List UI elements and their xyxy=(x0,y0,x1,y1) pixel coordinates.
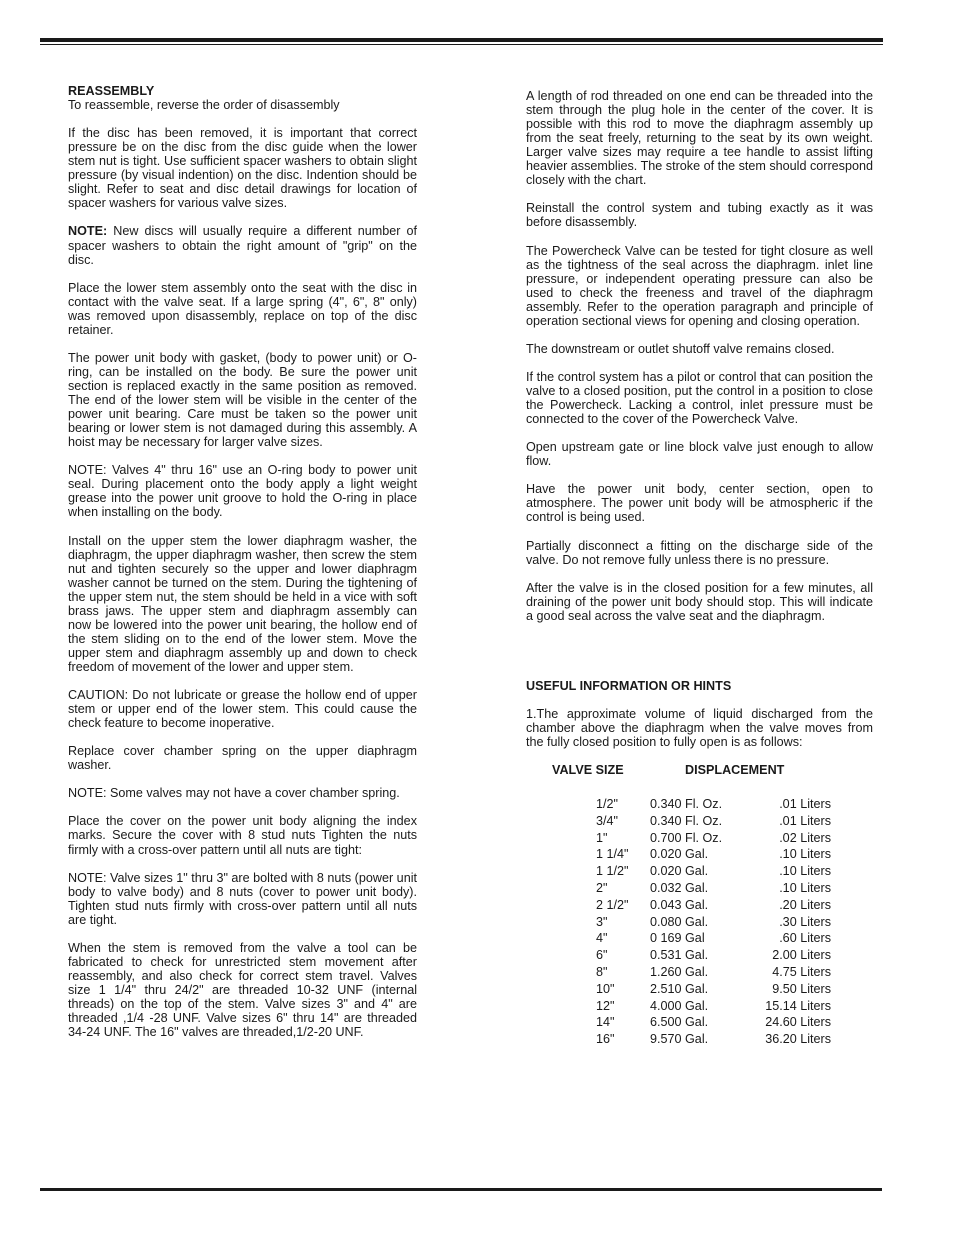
note-label: NOTE: xyxy=(68,224,108,239)
paragraph-rod: A length of rod threaded on one end can be threaded into the stem through the plug hole in the center of the cover. It is possible with this rod to move the diaphragm assembly up from the seat freely, returning to the seat by its own weight. Larger valve sizes may require a tee handle to assist lifting heavier assemblies. The stroke of the stem should correspond closely with the chart. xyxy=(526,89,873,188)
paragraph-cover: Place the cover on the power unit body aligning the index marks. Secure the cover with 8 stud nuts Tighten the nuts firmly with a cross-over pattern until all nuts are tight: xyxy=(68,814,417,857)
volume-cell: 0.080 Gal. xyxy=(650,914,709,929)
table-row xyxy=(596,1031,831,1048)
liters-cell: .01 Liters xyxy=(779,796,831,811)
paragraph-disc: If the disc has been removed, it is important that correct pressure be on the disc from the disc guide when the lower stem nut is tight. Use sufficient spacer washers to obtain slight pressure (by visual indention) on the disc. Indention should be slight. Refer to seat and disc detail drawings for location of spacer washers for various valve sizes. xyxy=(68,126,417,211)
section-gap xyxy=(526,623,873,679)
bottom-rule xyxy=(40,1188,882,1191)
volume-cell: 9.570 Gal. xyxy=(650,1032,709,1047)
paragraph-note-discs xyxy=(68,224,417,266)
volume-cell: 0.531 Gal. xyxy=(650,948,709,963)
table-row xyxy=(596,796,831,813)
liters-cell: .10 Liters xyxy=(779,847,831,862)
liters-cell: .20 Liters xyxy=(779,897,831,912)
table-row xyxy=(596,880,831,897)
table-row xyxy=(596,981,831,998)
table-row xyxy=(596,930,831,947)
table-row xyxy=(596,964,831,981)
paragraph-disconnect: Partially disconnect a fitting on the discharge side of the valve. Do not remove fully unless there is no pressure. xyxy=(526,538,873,567)
paragraph-lower-stem: Place the lower stem assembly onto the seat with the disc in contact with the valve seat. If a large spring (4", 6", 8" only) was removed upon disassembly, replace on top of the disc retainer. xyxy=(68,280,417,337)
volume-cell: 0.340 Fl. Oz. xyxy=(650,796,723,811)
table-row xyxy=(596,813,831,830)
liters-cell: .10 Liters xyxy=(779,864,831,879)
right-column xyxy=(526,89,873,1048)
volume-cell: 0.340 Fl. Oz. xyxy=(650,813,723,828)
valve-size-cell: 2" xyxy=(596,880,608,895)
liters-cell: .60 Liters xyxy=(779,931,831,946)
paragraph-tool: When the stem is removed from the valve a tool can be fabricated to check for unrestricted stem movement after reassembly, and also check for correct stem travel. Valves size 1 1/4" thru 24/2" are threaded 10-32 UNF (internal threads) on the top of the stem. Valve sizes 3" and 4" are threaded ,1/4 -28 UNF. Valve sizes 6" thru 14" are threaded 34-24 UNF. The 16" valves are threaded,1/2-20 UNF. xyxy=(68,940,417,1040)
volume-cell: 0.700 Fl. Oz. xyxy=(650,830,723,845)
volume-cell: 6.500 Gal. xyxy=(650,1015,709,1030)
valve-size-cell: 12" xyxy=(596,998,615,1013)
liters-cell: 24.60 Liters xyxy=(765,1015,831,1030)
paragraph-note-spring: NOTE: Some valves may not have a cover chamber spring. xyxy=(68,786,400,801)
hints-heading: USEFUL INFORMATION OR HINTS xyxy=(526,678,732,693)
table-row xyxy=(596,998,831,1015)
volume-cell: 4.000 Gal. xyxy=(650,998,709,1013)
valve-size-cell: 1" xyxy=(596,830,608,845)
table-row xyxy=(596,1014,831,1031)
valve-size-cell: 16" xyxy=(596,1032,615,1047)
paragraph-replace-spring: Replace cover chamber spring on the upper diaphragm washer. xyxy=(68,744,417,773)
volume-cell: 0.032 Gal. xyxy=(650,880,709,895)
valve-size-cell: 10" xyxy=(596,981,615,996)
table-row xyxy=(596,897,831,914)
table-row xyxy=(596,947,831,964)
liters-cell: 15.14 Liters xyxy=(765,998,831,1013)
table-row xyxy=(596,846,831,863)
paragraph-note-sizes: NOTE: Valve sizes 1" thru 3" are bolted with 8 nuts (power unit body to valve body) and 8 nuts (cover to power unit body). Tighten stud nuts firmly with cross-over pattern until all nuts are tight. xyxy=(68,870,417,927)
valve-size-cell: 2 1/2" xyxy=(596,897,629,912)
left-column xyxy=(68,84,417,1039)
displacement-table-header xyxy=(526,763,873,777)
volume-cell: 2.510 Gal. xyxy=(650,981,709,996)
volume-cell: 0.020 Gal. xyxy=(650,864,709,879)
valve-size-cell: 3/4" xyxy=(596,813,618,828)
volume-cell: 1.260 Gal. xyxy=(650,964,709,979)
displacement-header: DISPLACEMENT xyxy=(685,762,785,777)
liters-cell: 9.50 Liters xyxy=(772,981,831,996)
valve-size-cell: 14" xyxy=(596,1015,615,1030)
paragraph-power-unit: The power unit body with gasket, (body to power unit) or O-ring, can be installed on the body. Be sure the power unit section is replaced exactly in the same position as removed. The end of the lower stem will be visible in the center of the power unit bearing. Care must be taken so the power unit bearing or lower stem is not damaged during this assembly. A hoist may be necessary for larger valve sizes. xyxy=(68,350,417,450)
liters-cell: .01 Liters xyxy=(779,813,831,828)
valve-size-cell: 1 1/2" xyxy=(596,864,629,879)
top-rule-thin xyxy=(40,44,883,45)
valve-size-cell: 3" xyxy=(596,914,608,929)
valve-size-cell: 6" xyxy=(596,948,608,963)
valve-size-header: VALVE SIZE xyxy=(552,762,624,777)
paragraph-caution: CAUTION: Do not lubricate or grease the hollow end of upper stem or upper end of the lower stem. This could cause the check feature to become inoperative. xyxy=(68,688,417,731)
volume-cell: 0.043 Gal. xyxy=(650,897,709,912)
valve-size-cell: 8" xyxy=(596,964,608,979)
paragraph-closed: After the valve is in the closed position for a few minutes, all draining of the power unit body should stop. This will indicate a good seal across the valve seat and the diaphragm. xyxy=(526,580,873,623)
paragraph-downstream: The downstream or outlet shutoff valve remains closed. xyxy=(526,341,835,356)
reassembly-intro: To reassemble, reverse the order of disassembly xyxy=(68,98,340,113)
liters-cell: .10 Liters xyxy=(779,880,831,895)
paragraph-atmosphere: Have the power unit body, center section, open to atmosphere. The power unit body will be atmospheric if the control is being used. xyxy=(526,482,873,525)
valve-size-cell: 1/2" xyxy=(596,796,618,811)
liters-cell: 4.75 Liters xyxy=(772,964,831,979)
valve-size-cell: 4" xyxy=(596,931,608,946)
table-row xyxy=(596,914,831,931)
note-text: New discs will usually require a different number of spacer washers to obtain the right amount of "grip" on the disc. xyxy=(68,224,417,267)
table-row xyxy=(596,863,831,880)
paragraph-upper-stem: Install on the upper stem the lower diaphragm washer, the diaphragm, the upper diaphragm washer, then screw the stem nut and tighten securely so the upper and lower diaphragm washer cannot be turned on the stem. During the tightening of the upper stem nut, the stem should be held in a vice with soft brass jaws. The upper stem and diaphragm assembly can now be lowered into the power unit bearing, the hollow end of the stem sliding on to the end of the lower stem. Move the upper stem and diaphragm assembly up and down to check freedom of movement of the lower and upper stem. xyxy=(68,533,417,674)
top-rule-thick xyxy=(40,38,883,42)
paragraph-note-oring: NOTE: Valves 4" thru 16" use an O-ring body to power unit seal. During placement onto the body apply a light weight grease into the power unit groove to hold the O-ring in place when installing on the body. xyxy=(68,463,417,520)
valve-size-cell: 1 1/4" xyxy=(596,847,629,862)
paragraph-tested: The Powercheck Valve can be tested for tight closure as well as the tightness of the seal across the diaphragm. inlet line pressure, or independent operating pressure can also be used to check the freeness and travel of the diaphragm assembly. Refer to the operation paragraph and principle of operation sectional views for opening and closing operation. xyxy=(526,243,873,328)
table-row xyxy=(596,830,831,847)
paragraph-pilot: If the control system has a pilot or control that can position the valve to a closed position, put the control in a position to close the Powercheck. Lacking a control, inlet pressure must be connected to the cover of the Powercheck Valve. xyxy=(526,369,873,427)
reassembly-heading: REASSEMBLY xyxy=(68,84,155,98)
liters-cell: 2.00 Liters xyxy=(772,948,831,963)
paragraph-reinstall: Reinstall the control system and tubing exactly as it was before disassembly. xyxy=(526,201,873,230)
volume-cell: 0 169 Gal xyxy=(650,931,705,946)
liters-cell: .02 Liters xyxy=(779,830,831,845)
liters-cell: 36.20 Liters xyxy=(765,1032,831,1047)
volume-cell: 0.020 Gal. xyxy=(650,847,709,862)
paragraph-upstream: Open upstream gate or line block valve just enough to allow flow. xyxy=(526,440,873,469)
liters-cell: .30 Liters xyxy=(779,914,831,929)
displacement-table xyxy=(596,796,831,1048)
hints-item-1: 1.The approximate volume of liquid discharged from the chamber above the diaphragm when the valve moves from the fully closed position to fully open is as follows: xyxy=(526,706,873,749)
